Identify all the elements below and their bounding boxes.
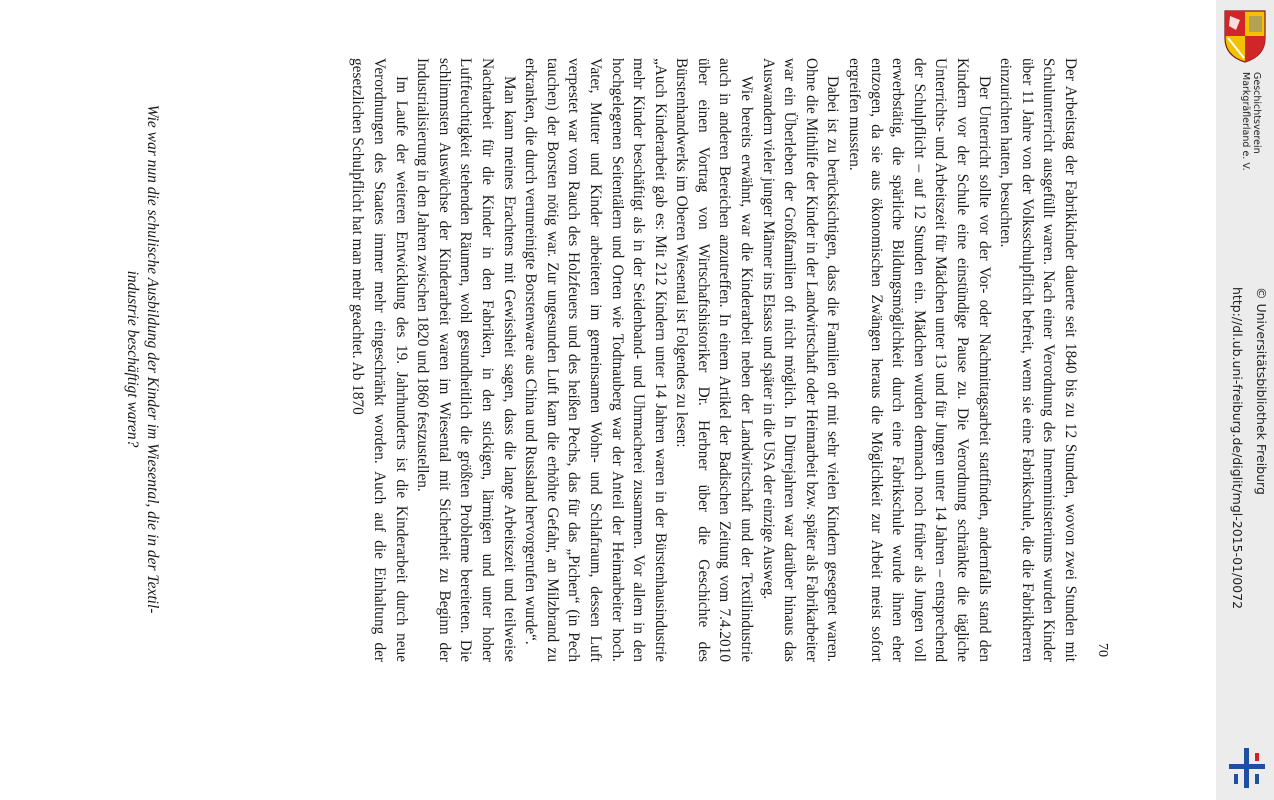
paragraph: Man kann meines Erachtens mit Gewissheit sagen, dass die lange Arbeitszeit und teilweise Nachtarbeit für die Kinder in den Fabriken, in den stickigen, lärmigen und unter hoher Luftfeuchtigkeit stehenden Räumen, wohl gesundheitlich die größten Probleme bereiteten. Die schlimmsten Auswüchse der Kinderarbeit waren im Wiesental mit Sicherheit zu Beginn der Industrialisierung in den Jahren zwischen 1820 und 1860 festzustellen. <box>414 58 518 662</box>
quote-paragraph: „Auch Kinderarbeit gab es: Mit 212 Kindern unter 14 Jahren waren in der Bürstenhausindustrie mehr Kinder beschäftigt als in der Seidenband- und Uhrmacherei zusammen. Vor allem in den hochgelegenen Seitentälern und Orten wie Todtnauberg war der Anteil der Heimarbeiter hoch. Vater, Mutter und Kinder arbeiteten im gemeinsamen Wohn- und Schlafraum, dessen Luft verpestet war vom Rauch des Holzfeuers und des heißen Pechs, das für das „Pichen“ (in Pech tauchen) der Borsten nötig war. Zur ungesunden Luft kam die erhöhte Gefahr, an Milzbrand zu erkranken, die durch verunreinigte Borstenware aus China und Russland hervorgerufen wurde“. <box>522 58 669 662</box>
copyright-notice: © Universitätsbibliothek Freiburg <box>1254 287 1269 495</box>
paragraph: Der Arbeitstag der Fabrikkinder dauerte seit 1840 bis zu 12 Stunden, wovon zwei Stunden mit Schulunterricht ausgefüllt waren. Nach einer Verordnung des Innenministeriums wurden Kinder über 11 Jahre von der Volksschulpflicht befreit, wenn sie eine Fabrikschule, die die Fabrikherren einzurichten hatten, besuchten. <box>997 58 1079 662</box>
heading-line-1: Wie war nun die schulische Ausbildung der Kinder im Wiesental, die in der Textil- <box>144 104 161 614</box>
society-line-2: Markgräflerland e. V. <box>1240 72 1251 171</box>
society-line-1: Geschichtsverein <box>1251 72 1262 154</box>
paragraph: Dabei ist zu berücksichtigen, dass die Familien oft mit sehr vielen Kindern gesegnet waren. Ohne die Mithilfe der Kinder in der Landwirtschaft oder Heimarbeit bzw. später als Fabrikarbeiter war ein Überleben der Großfamilien oft nicht möglich. In Dürrejahren war darüber hinaus das Auswandern vieler junger Männer ins Elsass und später in die USA der einzige Ausweg. <box>759 58 842 662</box>
body-text <box>347 58 1081 662</box>
society-name <box>1240 72 1262 171</box>
society-crest-icon <box>1222 8 1268 64</box>
paragraph: Wie bereits erwähnt, war die Kinderarbeit neben der Landwirtschaft und der Textilindustrie auch in anderen Bereichen anzutreffen. In einem Artikel der Badischen Zeitung vom 7.4.2010 über einen Vortrag von Wirtschaftshistoriker Dr. Herbner über die Geschichte des Bürstenhandwerks im Oberen Wiesental ist Folgendes zu lesen: <box>673 58 756 662</box>
heading-line-2: industrie beschäftigt waren? <box>124 270 141 448</box>
paragraph: Der Unterricht sollte vor der Vor- oder Nachmittagsarbeit stattfinden, andernfalls stand den Kindern vor der Schule eine einstündige Pause zu. Die Verordnung schränkte die tägliche Unterrichts- und Arbeitszeit für Mädchen unter 13 und für Jungen unter 14 Jahren – entsprechend der Schulpflicht – auf 12 Stunden ein. Mädchen wurden demnach noch früher als Jungen voll erwerbstätig, die spärliche Bildungsmöglichkeit durch eine Fabrikschule wurde ihnen eher entzogen, da sie aus ökonomischen Zwängen heraus die Möglichkeit zur Arbeit meist sofort ergreifen mussten. <box>846 58 993 662</box>
source-url-link[interactable]: http://dl.ub.uni-freiburg.de/diglit/mgl-2015-01/0072 <box>1230 287 1245 610</box>
page-number: 70 <box>1095 643 1110 657</box>
paragraph: Im Laufe der weiteren Entwicklung des 19. Jahrhunderts ist die Kinderarbeit durch neue Verordnungen des Staates immer mehr eingeschränkt worden. Auch auf die Einhaltung der gesetzlichen Schulpflicht hat man mehr geachtet. Ab 1870 <box>349 58 410 662</box>
page-heading <box>122 58 162 660</box>
university-library-logo-icon <box>1226 746 1268 790</box>
